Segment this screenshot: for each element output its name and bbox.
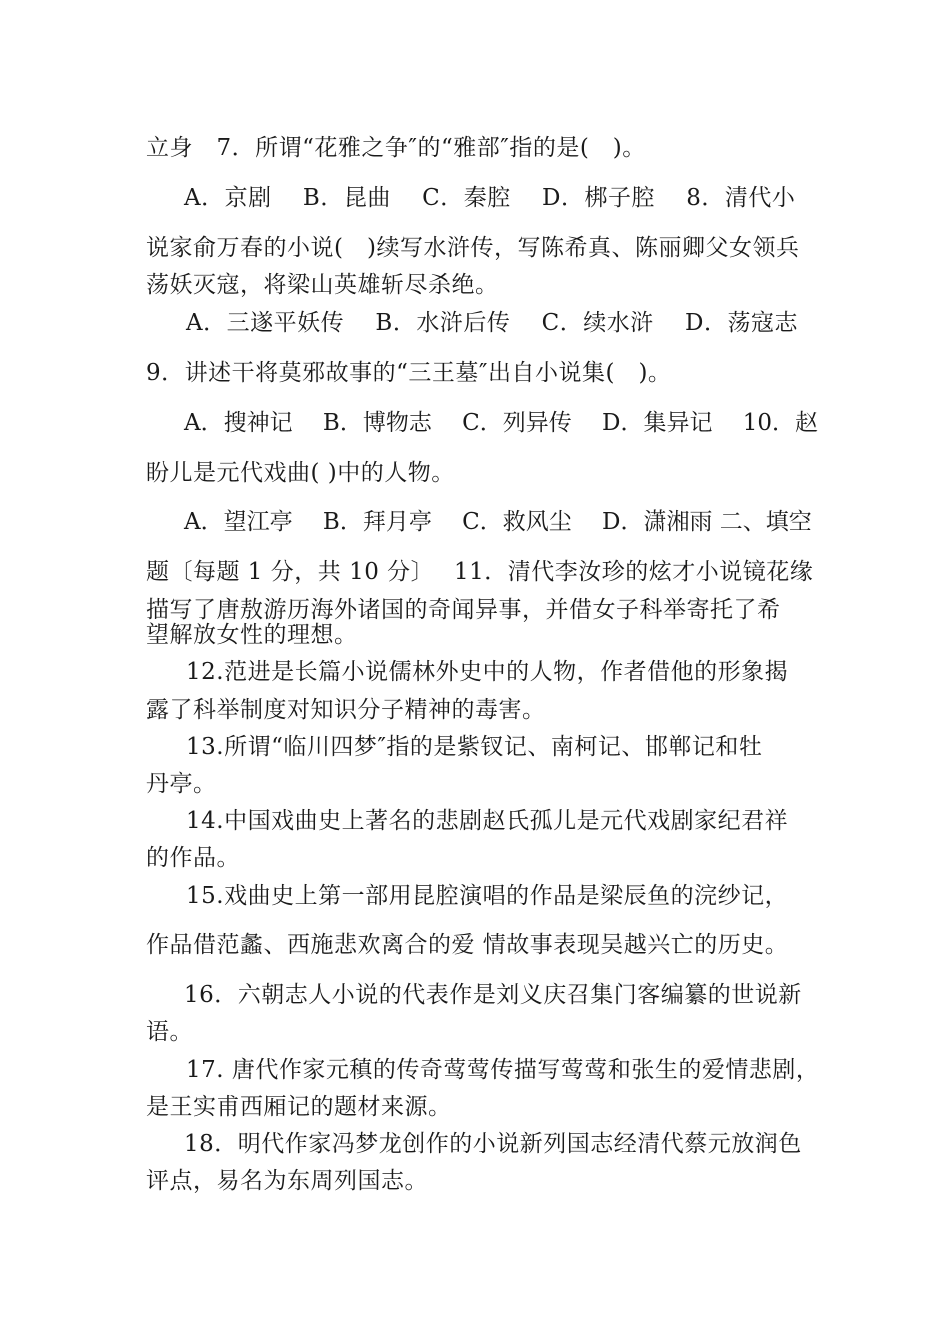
text-line: 题〔每题 1 分，共 10 分〕 11．清代李汝珍的炫才小说镜花缘 — [146, 559, 814, 585]
text-line: 16．六朝志人小说的代表作是刘义庆召集门客编纂的世说新 — [184, 982, 802, 1008]
text-line: A．望江亭 B．拜月亭 C．救风尘 D．潇湘雨 二、填空 — [184, 509, 812, 535]
text-line: 立身 7．所谓“花雅之争″的“雅部″指的是( )。 — [146, 135, 646, 161]
text-line: 18．明代作家冯梦龙创作的小说新列国志经清代蔡元放润色 — [184, 1131, 802, 1157]
text-line: 丹亭。 — [146, 771, 217, 797]
text-line: 14.中国戏曲史上著名的悲剧赵氏孤儿是元代戏剧家纪君祥 — [186, 808, 789, 834]
text-line: 15.戏曲史上第一部用昆腔演唱的作品是梁辰鱼的浣纱记， — [186, 883, 789, 909]
text-line: 盼儿是元代戏曲( )中的人物。 — [146, 460, 455, 486]
text-line: 17. 唐代作家元稹的传奇莺莺传描写莺莺和张生的爱情悲剧， — [186, 1057, 820, 1083]
text-line: 露了科举制度对知识分子精神的毒害。 — [146, 697, 546, 723]
text-line: 语。 — [146, 1019, 193, 1045]
text-line: 13.所谓“临川四梦″指的是紫钗记、南柯记、邯郸记和牡 — [186, 734, 763, 760]
text-line: 描写了唐敖游历海外诸国的奇闻异事，并借女子科举寄托了希 — [146, 597, 781, 623]
text-line: 说家俞万春的小说( )续写水浒传，写陈希真、陈丽卿父女领兵 — [146, 235, 800, 261]
text-line: 是王实甫西厢记的题材来源。 — [146, 1094, 452, 1120]
text-line: 荡妖灭寇，将梁山英雄斩尽杀绝。 — [146, 272, 499, 298]
text-line: A．三遂平妖传 B．水浒后传 C．续水浒 D．荡寇志 — [186, 310, 798, 336]
text-line: 作品借范蠡、西施悲欢离合的爱 情故事表现吴越兴亡的历史。 — [146, 932, 789, 958]
text-line: A．搜神记 B．博物志 C．列异传 D．集异记 10．赵 — [184, 410, 819, 436]
text-line: 的作品。 — [146, 845, 240, 871]
text-line: 望解放女性的理想。 — [146, 622, 358, 648]
text-line: 9．讲述干将莫邪故事的“三王墓″出自小说集( )。 — [146, 360, 672, 386]
text-line: A．京剧 B．昆曲 C．秦腔 D．梆子腔 8．清代小 — [184, 185, 796, 211]
text-line: 12.范进是长篇小说儒林外史中的人物，作者借他的形象揭 — [186, 659, 789, 685]
text-line: 评点，易名为东周列国志。 — [146, 1168, 428, 1194]
